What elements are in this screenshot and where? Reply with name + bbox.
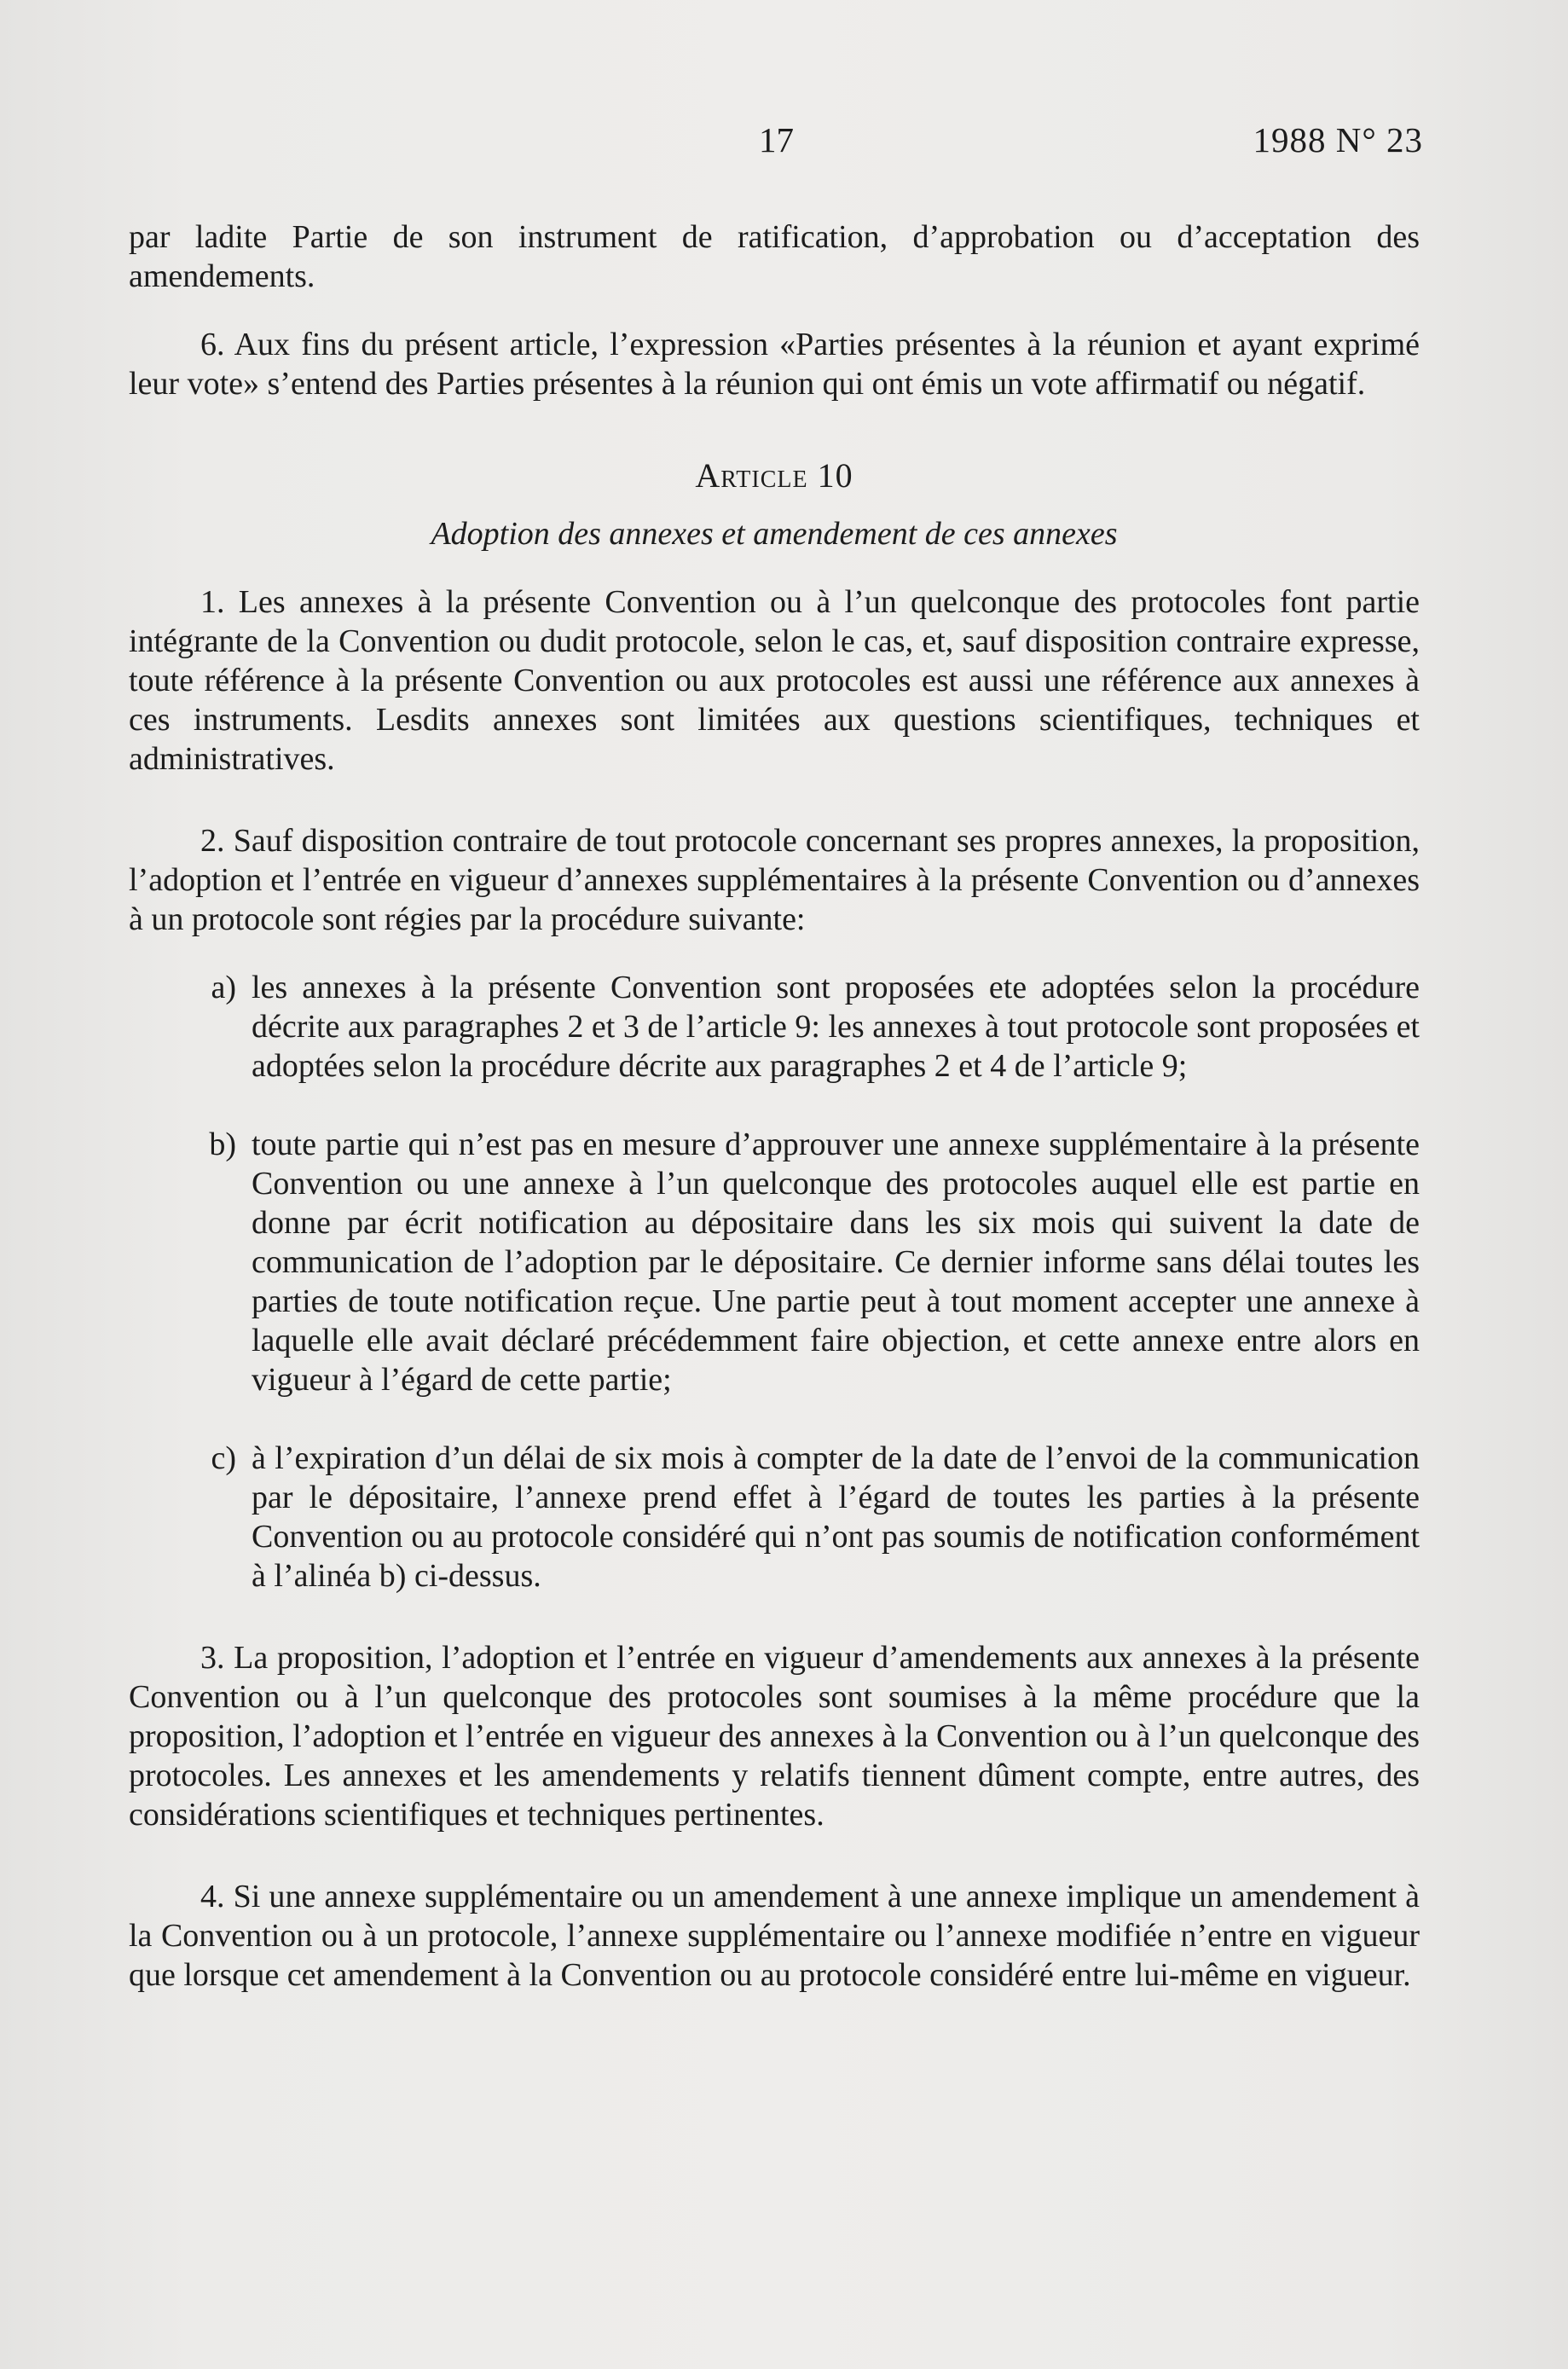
issue-reference: 1988 N° 23	[1253, 120, 1423, 159]
subparagraph-list	[129, 968, 1420, 1596]
list-item-label: c)	[211, 1440, 236, 1476]
list-item-text: toute partie qui n’est pas en mesure d’approuver une annexe supplémentaire à la présente Convention ou une annexe à l’un quelconque des protocoles auquel elle est partie en donne par écrit notification au dépositaire dans les six mois qui suivent la date de communication de l’adoption par le dépositaire. Ce dernier informe sans délai toutes les parties de toute notification reçue. Une partie peut à tout moment accepter une annexe à laquelle elle avait déclaré précédemment faire objection, et cette annexe entre alors en vigueur à l’égard de cette partie;	[252, 1127, 1420, 1398]
article-heading-text: Article 10	[695, 456, 853, 495]
article-heading	[129, 456, 1420, 495]
article-paragraph-1: 1. Les annexes à la présente Convention ou à l’un quelconque des protocoles font partie intégrante de la Convention ou dudit protocole, selon le cas, et, sauf disposition contraire expresse, toute référence à la présente Convention ou aux protocoles est aussi une référence aux annexes à ces instruments. Lesdits annexes sont limitées aux questions scientifiques, techniques et administratives.	[129, 584, 1420, 777]
article-subtitle: Adoption des annexes et amendement de ces annexes	[431, 516, 1118, 552]
list-item	[129, 1439, 1420, 1596]
page-number: 17	[759, 120, 794, 159]
page-header	[0, 114, 1568, 165]
list-item	[129, 968, 1420, 1086]
article-paragraph-2: 2. Sauf disposition contraire de tout protocole concernant ses propres annexes, la proposition, l’adoption et l’entrée en vigueur d’annexes supplémentaires à la présente Convention ou d’annexes à un protocole sont régies par la procédure suivante:	[129, 823, 1420, 937]
list-item-text: à l’expiration d’un délai de six mois à compter de la date de l’envoi de la communication par le dépositaire, l’annexe prend effet à l’égard de toutes les parties à la présente Convention ou au protocole considéré qui n’ont pas soumis de notification conformément à l’alinéa b) ci-dessus.	[252, 1440, 1420, 1594]
list-item-label: b)	[209, 1127, 236, 1162]
list-item-text: les annexes à la présente Convention sont proposées ete adoptées selon la procédure décrite aux paragraphes 2 et 3 de l’article 9: les annexes à tout protocole sont proposées et adoptées selon la procédure décrite aux paragraphes 2 et 4 de l’article 9;	[252, 970, 1420, 1084]
paragraph-6: 6. Aux fins du présent article, l’expression «Parties présentes à la réunion et ayant exprimé leur vote» s’entend des Parties présentes à la réunion qui ont émis un vote affirmatif ou négatif.	[129, 327, 1420, 402]
article-paragraph-4: 4. Si une annexe supplémentaire ou un amendement à une annexe implique un amendement à la Convention ou à un protocole, l’annexe supplémentaire ou l’annexe modifiée n’entre en vigueur que lorsque cet amendement à la Convention ou au protocole considéré entre lui-même en vigueur.	[129, 1879, 1420, 1993]
list-item	[129, 1125, 1420, 1399]
continuation-paragraph: par ladite Partie de son instrument de ratification, d’approbation ou d’acceptation des amendements.	[129, 219, 1420, 294]
article-paragraph-3: 3. La proposition, l’adoption et l’entrée en vigueur d’amendements aux annexes à la présente Convention ou à l’un quelconque des protocoles sont soumises à la même procédure que la proposition, l’adoption et l’entrée en vigueur des annexes à la Convention ou à l’un quelconque des protocoles. Les annexes et les amendements y relatifs tiennent dûment compte, entre autres, des considérations scientifiques et techniques pertinentes.	[129, 1640, 1420, 1833]
page-content	[129, 217, 1420, 1995]
list-item-label: a)	[211, 970, 236, 1005]
